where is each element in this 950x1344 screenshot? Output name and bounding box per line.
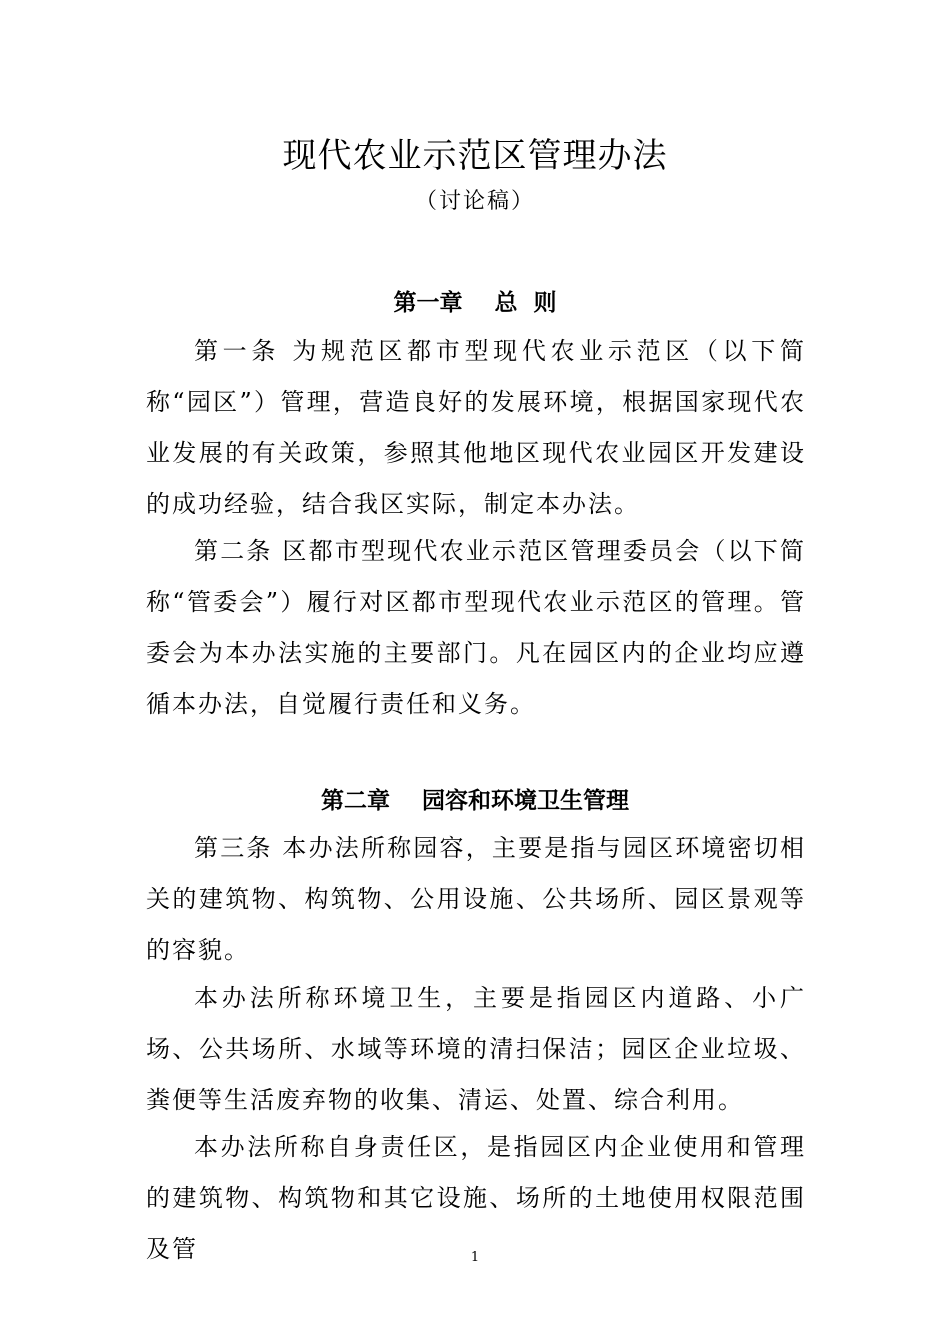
- chapter-heading-1: 第一章 总 则: [393, 290, 557, 316]
- article-paragraph: 第一条 为规范区都市型现代农业示范区（以下简称“园区”）管理，营造良好的发展环境，根据国家现代农业发展的有关政策，参照其他地区现代农业园区开发建设的成功经验，结合我区实际，制定本办法。: [146, 337, 806, 518]
- article-paragraph: 第二条 区都市型现代农业示范区管理委员会（以下简称“管委会”）履行对区都市型现代农业示范区的管理。管委会为本办法实施的主要部门。凡在园区内的企业均应遵循本办法，自觉履行责任和义务。: [146, 537, 806, 718]
- article-paragraph: 第三条 本办法所称园容，主要是指与园区环境密切相关的建筑物、构筑物、公用设施、公共场所、园区景观等的容貌。: [146, 834, 806, 964]
- article-paragraph: 本办法所称环境卫生，主要是指园区内道路、小广场、公共场所、水域等环境的清扫保洁；园区企业垃圾、粪便等生活废弃物的收集、清运、处置、综合利用。: [146, 984, 806, 1114]
- document-subtitle: （讨论稿）: [414, 189, 535, 214]
- chapter-heading-2: 第二章 园容和环境卫生管理: [320, 788, 630, 814]
- page-number: 1: [470, 1250, 480, 1265]
- article-paragraph: 本办法所称自身责任区，是指园区内企业使用和管理的建筑物、构筑物和其它设施、场所的土地使用权限范围及管: [146, 1133, 806, 1263]
- document-title: 现代农业示范区管理办法: [282, 136, 668, 176]
